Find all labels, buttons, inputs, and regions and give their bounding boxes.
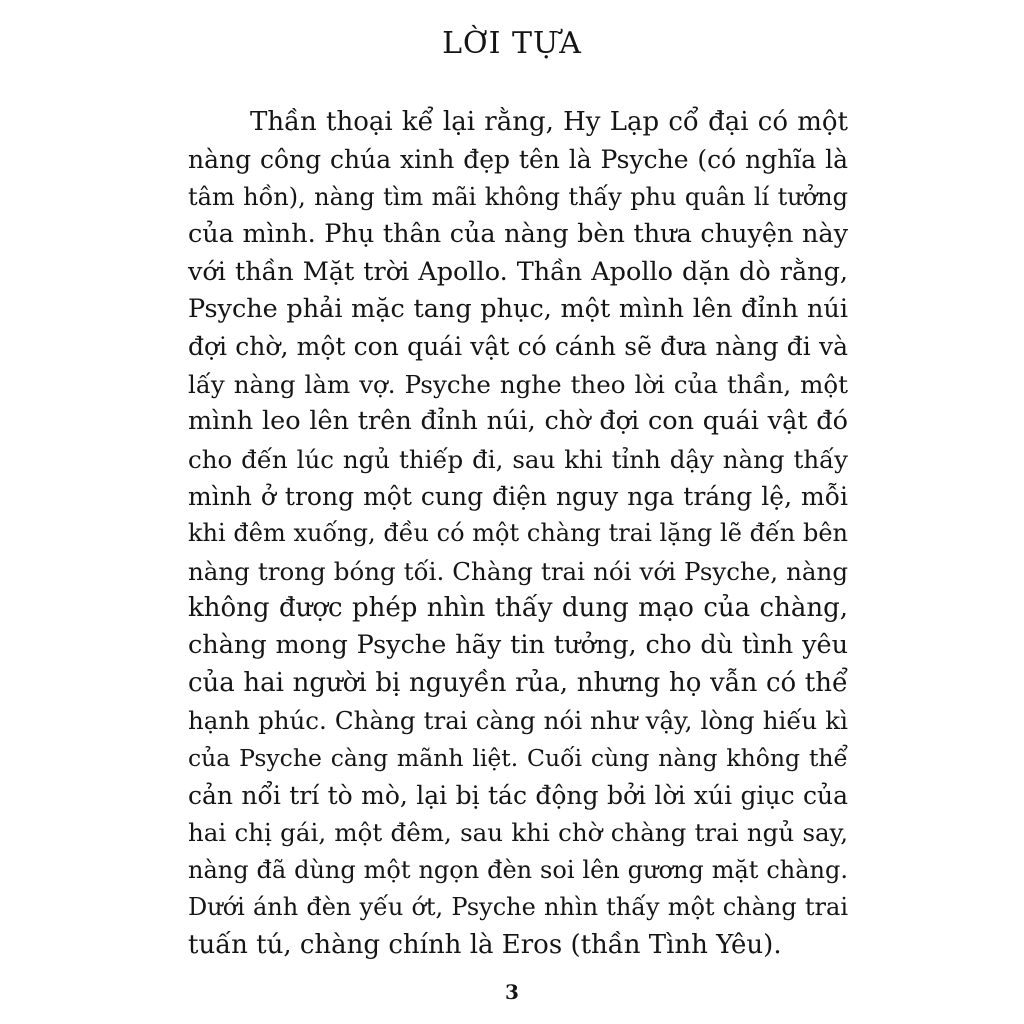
text-line: đợi chờ, một con quái vật có cánh sẽ đưa nàng đi và (188, 332, 848, 362)
text-line: với thần Mặt trời Apollo. Thần Apollo dặn dò rằng, (188, 256, 848, 287)
text-line: mình ở trong một cung điện nguy nga tráng lệ, mỗi (188, 481, 848, 511)
text-line: khi đêm xuống, đều có một chàng trai lặng lẽ đến bên (188, 519, 848, 548)
page-number: 3 (505, 980, 519, 1004)
text-line: Dưới ánh đèn yếu ớt, Psyche nhìn thấy một chàng trai (188, 893, 848, 922)
text-line: không được phép nhìn thấy dung mạo của chàng, (188, 593, 848, 624)
text-line: Thần thoại kể lại rằng, Hy Lạp cổ đại có một (250, 107, 848, 137)
text-line: của Psyche càng mãnh liệt. Cuối cùng nàng không thể (188, 743, 848, 772)
text-line: nàng công chúa xinh đẹp tên là Psyche (có nghĩa là (188, 145, 848, 175)
page-title: LỜI TỰA (442, 26, 582, 61)
text-line: Psyche phải mặc tang phục, một mình lên đỉnh núi (188, 293, 848, 324)
text-line: tâm hồn), nàng tìm mãi không thấy phu quân lí tưởng (188, 182, 848, 211)
text-line: lấy nàng làm vợ. Psyche nghe theo lời của thần, một (188, 369, 848, 399)
text-line: cho đến lúc ngủ thiếp đi, sau khi tỉnh dậy nàng thấy (188, 444, 848, 474)
text-line: mình leo lên trên đỉnh núi, chờ đợi con quái vật đó (188, 406, 848, 437)
text-line: nàng trong bóng tối. Chàng trai nói với Psyche, nàng (188, 556, 848, 586)
text-line: hai chị gái, một đêm, sau khi chờ chàng trai ngủ say, (188, 818, 848, 848)
text-line: chàng mong Psyche hãy tin tưởng, cho dù tình yêu (188, 630, 848, 661)
text-line: cản nổi trí tò mò, lại bị tác động bởi lời xúi giục của (188, 781, 848, 811)
text-line: của mình. Phụ thân của nàng bèn thưa chuyện này (188, 219, 848, 250)
text-line: nàng đã dùng một ngọn đèn soi lên gương mặt chàng. (188, 855, 848, 884)
text-line: của hai người bị nguyền rủa, nhưng họ vẫn có thể (188, 667, 848, 698)
text-line: hạnh phúc. Chàng trai càng nói như vậy, lòng hiếu kì (188, 706, 848, 736)
text-line: tuấn tú, chàng chính là Eros (thần Tình Yêu). (188, 929, 782, 960)
body-paragraph (188, 104, 848, 964)
